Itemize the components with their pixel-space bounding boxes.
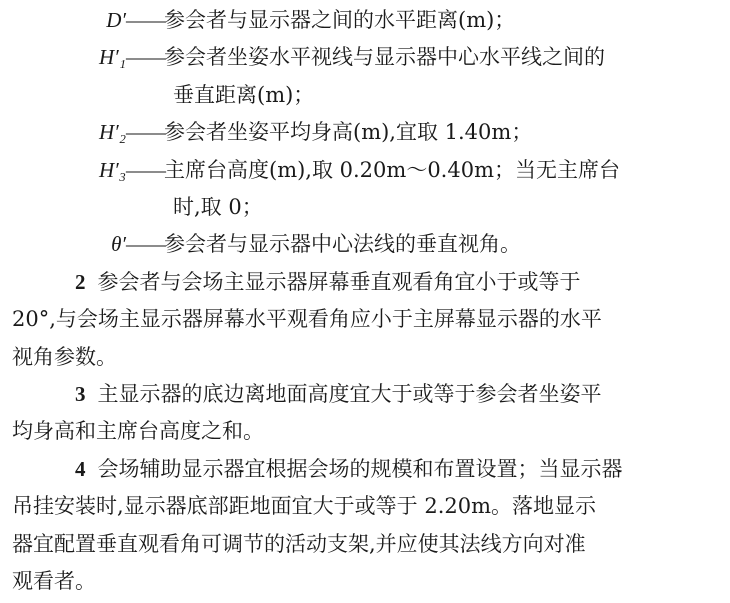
definition-dash: —— xyxy=(126,157,164,182)
symbol-theta-prime: θ′ xyxy=(111,232,126,257)
item-4-line-3: 器宜配置垂直观看角可调节的活动支架,并应使其法线方向对准 xyxy=(12,531,586,556)
item-4-number: 4 xyxy=(75,456,86,481)
item-4-text: 会场辅助显示器宜根据会场的规模和布置设置；当显示器 xyxy=(97,456,623,481)
definition-h3-prime-continuation: 时,取 0； xyxy=(173,195,263,219)
item-2-line-3: 视角参数。 xyxy=(12,344,117,369)
definition-text: 参会者与显示器中心法线的垂直视角。 xyxy=(164,232,521,257)
definition-d-prime xyxy=(92,6,515,34)
item-4-line-1 xyxy=(75,455,623,483)
item-3-line-2: 均身高和主席台高度之和。 xyxy=(12,419,264,444)
definition-text: 参会者坐姿水平视线与显示器中心水平线之间的 xyxy=(164,45,605,70)
symbol-h2-prime: H′₂ xyxy=(98,120,126,145)
definition-h1-prime xyxy=(92,43,605,71)
definition-h2-prime xyxy=(92,118,532,146)
item-4-line-4: 观看者。 xyxy=(12,569,96,593)
symbol-h3-prime: H′₃ xyxy=(98,157,126,182)
item-3-line-1 xyxy=(75,380,602,408)
definition-dash: —— xyxy=(126,120,164,145)
symbol-d-prime: D′ xyxy=(106,8,126,32)
definition-dash: —— xyxy=(126,45,164,70)
definition-dash: —— xyxy=(126,8,164,32)
definition-text: 参会者坐姿平均身高(m),宜取 1.40m； xyxy=(164,120,533,145)
item-3-text: 主显示器的底边离地面高度宜大于或等于参会者坐姿平 xyxy=(97,382,602,406)
definition-dash: —— xyxy=(126,232,164,257)
symbol-h1-prime: H′₁ xyxy=(98,45,126,70)
item-3-number: 3 xyxy=(75,382,86,406)
item-2-line-2: 20°,与会场主显示器屏幕水平观看角应小于主屏幕显示器的水平 xyxy=(12,307,602,332)
definition-h3-prime xyxy=(92,156,620,184)
item-2-number: 2 xyxy=(75,269,86,294)
item-2-line-1 xyxy=(75,268,581,296)
definition-text: 主席台高度(m),取 0.20m～0.40m；当无主席台 xyxy=(164,157,620,182)
item-4-line-2: 吊挂安装时,显示器底部距地面宜大于或等于 2.20m。落地显示 xyxy=(12,494,597,519)
definition-theta-prime xyxy=(92,230,521,258)
definition-text: 参会者与显示器之间的水平距离(m)； xyxy=(164,8,516,32)
item-2-text: 参会者与会场主显示器屏幕垂直观看角宜小于或等于 xyxy=(97,269,581,294)
definition-h1-prime-continuation: 垂直距离(m)； xyxy=(173,82,315,107)
